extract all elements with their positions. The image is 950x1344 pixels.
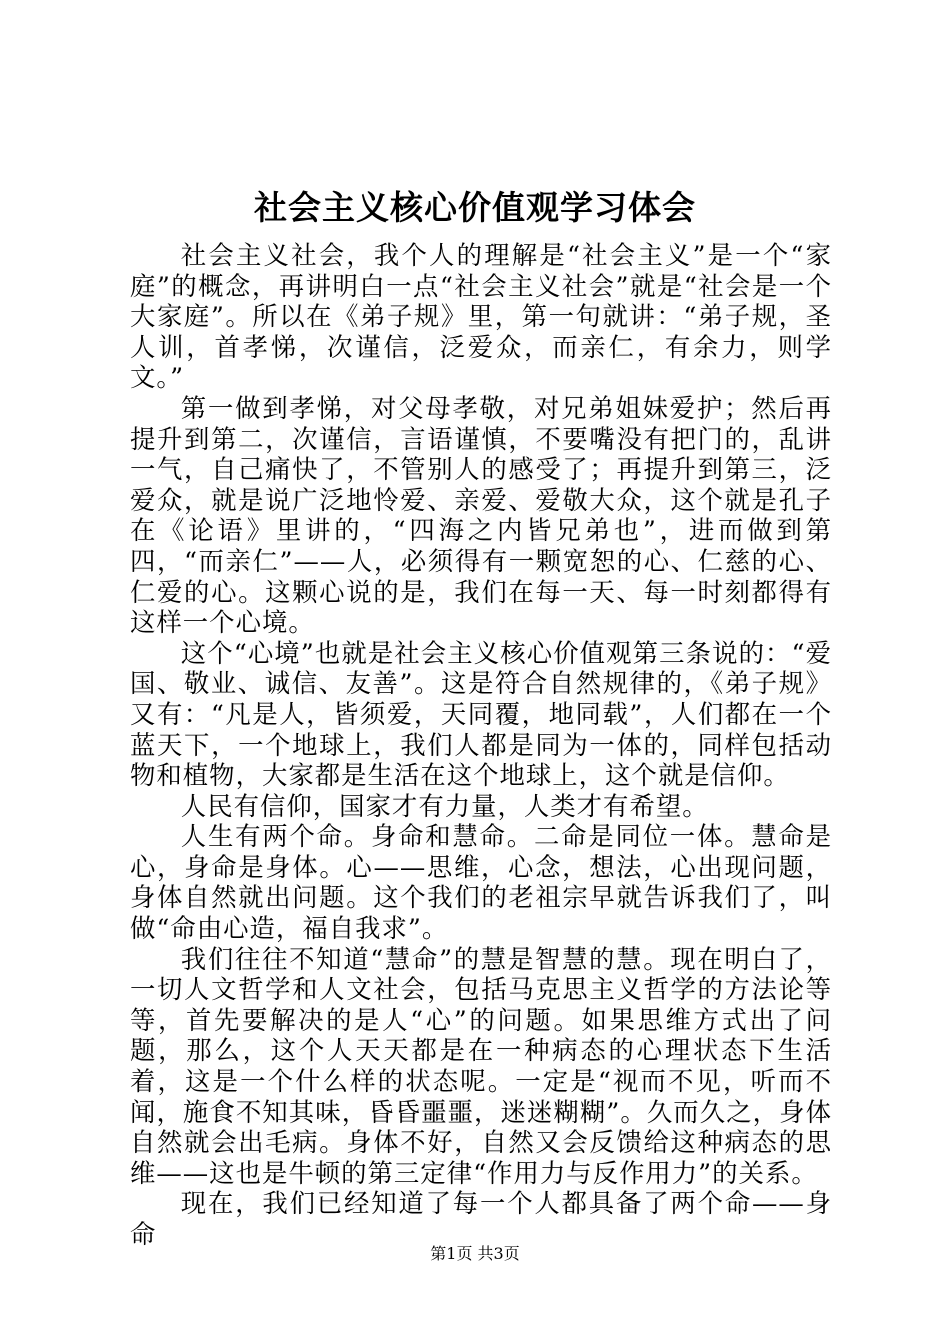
paragraph: 我们往往不知道“慧命”的慧是智慧的慧。现在明白了，一切人文哲学和人文社会，包括马克思主义哲学的方法论等等，首先要解决的是人“心”的问题。如果思维方式出了问题，那么，这个人天天都是在一种病态的心理状态下生活着，这是一个什么样的状态呢。一定是“视而不见，听而不闻，施食不知其味，昏昏噩噩，迷迷糊糊”。久而久之，身体自然就会出毛病。身体不好，自然又会反馈给这种病态的思维——这也是牛顿的第三定律“作用力与反作用力”的关系。 bbox=[130, 943, 832, 1188]
document-body bbox=[130, 240, 832, 1250]
document-title: 社会主义核心价值观学习体会 bbox=[254, 188, 696, 227]
paragraph: 人生有两个命。身命和慧命。二命是同位一体。慧命是心，身命是身体。心——思维，心念，想法，心出现问题，身体自然就出问题。这个我们的老祖宗早就告诉我们了，叫做“命由心造，福自我求”。 bbox=[130, 821, 832, 944]
paragraph: 现在，我们已经知道了每一个人都具备了两个命——身命 bbox=[130, 1188, 832, 1249]
paragraph: 这个“心境”也就是社会主义核心价值观第三条说的：“爱国、敬业、诚信、友善”。这是符合自然规律的，《弟子规》又有：“凡是人，皆须爱，天同覆，地同载”，人们都在一个蓝天下，一个地球上，我们人都是同为一体的，同样包括动物和植物，大家都是生活在这个地球上，这个就是信仰。 bbox=[130, 637, 832, 791]
paragraph: 社会主义社会，我个人的理解是“社会主义”是一个“家庭”的概念，再讲明白一点“社会主义社会”就是“社会是一个大家庭”。所以在《弟子规》里，第一句就讲：“弟子规，圣人训，首孝悌，次谨信，泛爱众，而亲仁，有余力，则学文。” bbox=[130, 240, 832, 393]
paragraph: 第一做到孝悌，对父母孝敬，对兄弟姐妹爱护；然后再提升到第二，次谨信，言语谨慎，不要嘴没有把门的，乱讲一气，自己痛快了，不管别人的感受了；再提升到第三，泛爱众，就是说广泛地怜爱、亲爱、爱敬大众，这个就是孔子在《论语》里讲的，“四海之内皆兄弟也”，进而做到第四，“而亲仁”——人，必须得有一颗宽恕的心、仁慈的心、仁爱的心。这颗心说的是，我们在每一天、每一时刻都得有这样一个心境。 bbox=[130, 392, 832, 638]
paragraph: 人民有信仰，国家才有力量，人类才有希望。 bbox=[180, 790, 709, 821]
page-number-footer: 第1页 共3页 bbox=[430, 1244, 520, 1263]
